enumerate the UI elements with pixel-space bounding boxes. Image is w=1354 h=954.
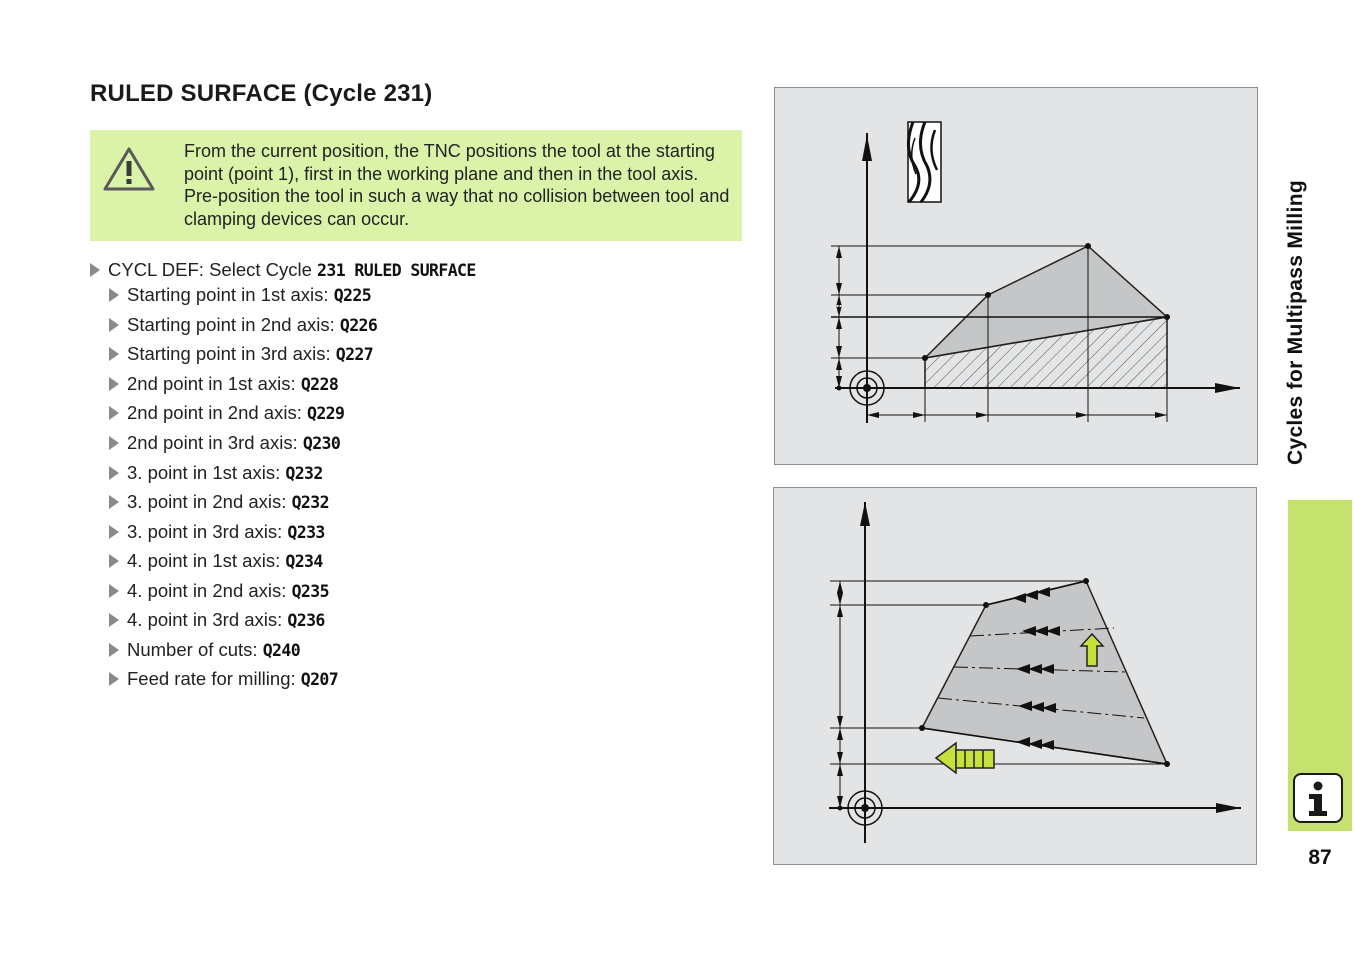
geometry-diagram xyxy=(775,88,1257,464)
bullet-triangle-icon xyxy=(109,466,119,480)
section-title: RULED SURFACE (Cycle 231) xyxy=(90,80,433,107)
bullet-triangle-icon xyxy=(109,495,119,509)
feed-direction-arrow-icon xyxy=(936,743,994,773)
bullet-triangle-icon xyxy=(109,377,119,391)
param-item: 4. point in 3rd axis: Q236 xyxy=(109,608,325,632)
end-mill-tool-icon xyxy=(908,122,941,202)
param-item: Starting point in 3rd axis: Q227 xyxy=(109,342,373,366)
param-item: 2nd point in 3rd axis: Q230 xyxy=(109,431,340,455)
param-item: 4. point in 1st axis: Q234 xyxy=(109,549,323,573)
bullet-triangle-icon xyxy=(109,584,119,598)
bullet-triangle-icon xyxy=(109,613,119,627)
bullet-triangle-icon xyxy=(109,525,119,539)
chapter-side-title: Cycles for Multipass Milling xyxy=(1284,180,1307,465)
figure-tool-path xyxy=(773,487,1257,865)
bullet-triangle-icon xyxy=(109,554,119,568)
param-item: Feed rate for milling: Q207 xyxy=(109,667,338,691)
param-item: 2nd point in 2nd axis: Q229 xyxy=(109,401,344,425)
bullet-triangle-icon xyxy=(109,436,119,450)
bullet-triangle-icon xyxy=(109,288,119,302)
param-item: Starting point in 2nd axis: Q226 xyxy=(109,313,377,337)
page-number: 87 xyxy=(1308,846,1332,869)
main-step: CYCL DEF: Select Cycle 231 RULED SURFACE xyxy=(90,258,476,282)
info-icon[interactable] xyxy=(1293,773,1343,823)
param-item: 2nd point in 1st axis: Q228 xyxy=(109,372,338,396)
warning-text: From the current position, the TNC positions the tool at the starting point (point 1), first in the working plane and then in the tool axis. Pre-position the tool in such a way that no collision between tool and clamping devices can occur. xyxy=(184,141,730,230)
bullet-triangle-icon xyxy=(109,318,119,332)
bullet-triangle-icon xyxy=(90,263,100,277)
param-item: Number of cuts: Q240 xyxy=(109,638,300,662)
warning-box xyxy=(90,130,742,241)
figure-ruled-surface-geometry xyxy=(774,87,1258,465)
tool-path-diagram xyxy=(774,488,1256,864)
param-item: 3. point in 2nd axis: Q232 xyxy=(109,490,329,514)
param-item: Starting point in 1st axis: Q225 xyxy=(109,283,371,307)
warning-triangle-icon xyxy=(103,146,155,192)
param-item: 3. point in 1st axis: Q232 xyxy=(109,461,323,485)
param-item: 4. point in 2nd axis: Q235 xyxy=(109,579,329,603)
bullet-triangle-icon xyxy=(109,672,119,686)
bullet-triangle-icon xyxy=(109,643,119,657)
bullet-triangle-icon xyxy=(109,406,119,420)
param-item: 3. point in 3rd axis: Q233 xyxy=(109,520,325,544)
bullet-triangle-icon xyxy=(109,347,119,361)
